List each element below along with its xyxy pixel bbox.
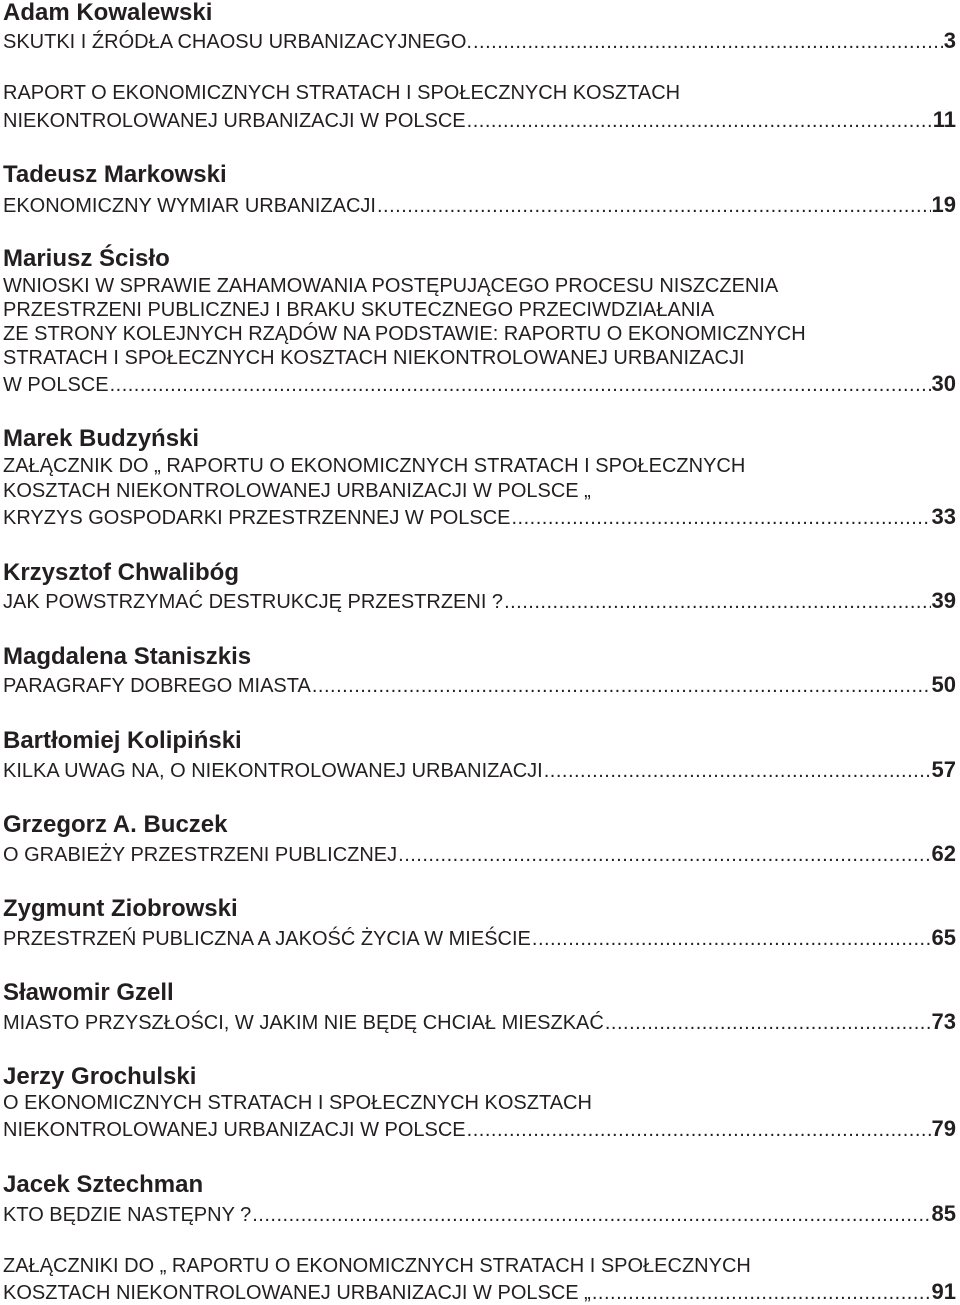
dot-leader (252, 1202, 930, 1227)
toc-entry-link[interactable] (3, 107, 956, 133)
toc-entry-link[interactable] (3, 1279, 956, 1305)
page-number: 33 (931, 504, 956, 529)
dot-leader (592, 1280, 931, 1305)
author-name: Adam Kowalewski (3, 0, 213, 26)
author-name: Zygmunt Ziobrowski (3, 895, 238, 922)
entry-title-line: KOSZTACH NIEKONTROLOWANEJ URBANIZACJI W POLSCE „ (3, 1282, 591, 1304)
entry-title-line: KILKA UWAG NA, O NIEKONTROLOWANEJ URBANIZACJI (3, 760, 543, 782)
author-name: Sławomir Gzell (3, 979, 174, 1006)
entry-title-line: EKONOMICZNY WYMIAR URBANIZACJI (3, 195, 376, 217)
author-name: Marek Budzyński (3, 425, 200, 452)
dot-leader (312, 673, 931, 698)
author-name: Magdalena Staniszkis (3, 643, 252, 670)
page-number: 85 (931, 1201, 956, 1226)
entry-title-line: RAPORT O EKONOMICZNYCH STRATACH I SPOŁECZNYCH KOSZTACH (3, 82, 681, 104)
entry-title-line: NIEKONTROLOWANEJ URBANIZACJI W POLSCE (3, 110, 466, 132)
dot-leader (605, 1010, 931, 1035)
page-number: 62 (931, 841, 956, 866)
entry-title-line: NIEKONTROLOWANEJ URBANIZACJI W POLSCE (3, 1119, 466, 1141)
author-name: Mariusz Ścisło (3, 245, 170, 272)
toc-entry-link[interactable] (3, 672, 956, 698)
entry-title-line: SKUTKI I ŹRÓDŁA CHAOSU URBANIZACYJNEGO. (3, 31, 472, 53)
author-name: Bartłomiej Kolipiński (3, 727, 242, 754)
page-number: 50 (931, 672, 956, 697)
entry-title-line: O EKONOMICZNYCH STRATACH I SPOŁECZNYCH KOSZTACH (3, 1092, 592, 1114)
entry-title-line: PARAGRAFY DOBREGO MIASTA (3, 675, 311, 697)
page-number: 3 (943, 28, 956, 53)
page-number: 30 (931, 371, 956, 396)
toc-entry-link[interactable] (3, 588, 956, 614)
author-name: Jacek Sztechman (3, 1171, 204, 1198)
toc-entry-link[interactable] (3, 1201, 956, 1227)
dot-leader (532, 926, 931, 951)
toc-entry-link[interactable] (3, 192, 956, 218)
entry-title-line: W POLSCE (3, 374, 109, 396)
dot-leader (398, 842, 930, 867)
toc-entry-link[interactable] (3, 504, 956, 530)
entry-title-line: JAK POWSTRZYMAĆ DESTRUKCJĘ PRZESTRZENI ? (3, 591, 504, 613)
entry-title-line: MIASTO PRZYSZŁOŚCI, W JAKIM NIE BĘDĘ CHCIAŁ MIESZKAĆ (3, 1012, 604, 1034)
page-number: 65 (931, 925, 956, 950)
page-number: 73 (931, 1009, 956, 1034)
toc-entry-link[interactable] (3, 28, 956, 54)
dot-leader (544, 758, 931, 783)
toc-entry-link[interactable] (3, 1116, 956, 1142)
entry-title-line: ZAŁĄCZNIKI DO „ RAPORTU O EKONOMICZNYCH STRATACH I SPOŁECZNYCH (3, 1255, 751, 1277)
dot-leader (467, 1117, 931, 1142)
entry-title-line: KTO BĘDZIE NASTĘPNY ? (3, 1204, 252, 1226)
entry-title-line: PRZESTRZEŃ PUBLICZNA A JAKOŚĆ ŻYCIA W MIEŚCIE (3, 928, 531, 950)
toc-entry-link[interactable] (3, 757, 956, 783)
entry-title-line: STRATACH I SPOŁECZNYCH KOSZTACH NIEKONTROLOWANEJ URBANIZACJI (3, 347, 745, 369)
toc-entry-link[interactable] (3, 371, 956, 397)
dot-leader (467, 108, 932, 133)
entry-title-line: O GRABIEŻY PRZESTRZENI PUBLICZNEJ (3, 844, 398, 866)
dot-leader (512, 505, 931, 530)
entry-title-line: ZE STRONY KOLEJNYCH RZĄDÓW NA PODSTAWIE: RAPORTU O EKONOMICZNYCH (3, 323, 806, 345)
entry-title-line: PRZESTRZENI PUBLICZNEJ I BRAKU SKUTECZNEGO PRZECIWDZIAŁANIA (3, 299, 715, 321)
page-number: 11 (932, 107, 956, 132)
dot-leader (377, 193, 931, 218)
page-number: 19 (931, 192, 956, 217)
toc-entry-link[interactable] (3, 841, 956, 867)
author-name: Grzegorz A. Buczek (3, 811, 228, 838)
entry-title-line: KRYZYS GOSPODARKI PRZESTRZENNEJ W POLSCE (3, 507, 511, 529)
page-number: 91 (931, 1279, 956, 1304)
entry-title-line: ZAŁĄCZNIK DO „ RAPORTU O EKONOMICZNYCH STRATACH I SPOŁECZNYCH (3, 455, 746, 477)
dot-leader (504, 589, 930, 614)
author-name: Jerzy Grochulski (3, 1063, 197, 1090)
author-name: Krzysztof Chwalibóg (3, 559, 240, 586)
toc-entry-link[interactable] (3, 1009, 956, 1035)
page-number: 39 (931, 588, 956, 613)
dot-leader (110, 372, 931, 397)
toc-entry-link[interactable] (3, 925, 956, 951)
entry-title-line: KOSZTACH NIEKONTROLOWANEJ URBANIZACJI W POLSCE „ (3, 480, 591, 502)
author-name: Tadeusz Markowski (3, 161, 227, 188)
page-number: 79 (931, 1116, 956, 1141)
page-number: 57 (931, 757, 956, 782)
dot-leader (473, 29, 943, 54)
entry-title-line: WNIOSKI W SPRAWIE ZAHAMOWANIA POSTĘPUJĄCEGO PROCESU NISZCZENIA (3, 275, 779, 297)
